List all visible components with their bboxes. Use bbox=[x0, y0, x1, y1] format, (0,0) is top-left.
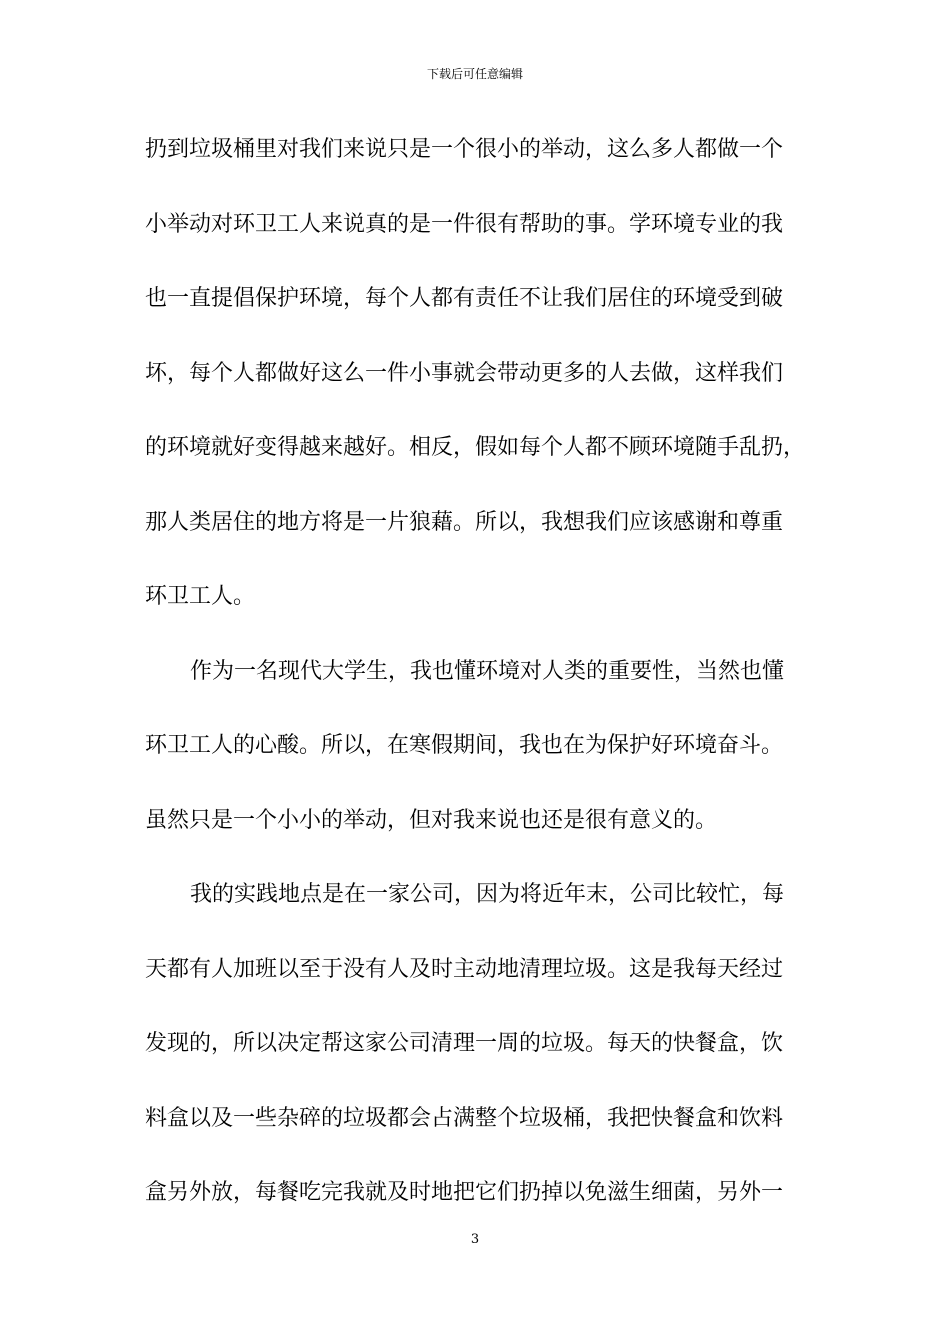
text-line: 发现的，所以决定帮这家公司清理一周的垃圾。每天的快餐盒，饮 bbox=[145, 1031, 784, 1056]
paragraph-start-line: 作为一名现代大学生，我也懂环境对人类的重要性，当然也懂 bbox=[190, 658, 785, 684]
text-line: 盒另外放，每餐吃完我就及时地把它们扔掉以免滋生细菌，另外一 bbox=[145, 1180, 784, 1205]
page-header: 下载后可任意编辑 bbox=[426, 67, 523, 81]
page-number: 3 bbox=[470, 1232, 480, 1247]
text-line: 的环境就好变得越来越好。相反，假如每个人都不顾环境随手乱扔， bbox=[145, 435, 806, 460]
text-line: 小举动对环卫工人来说真的是一件很有帮助的事。学环境专业的我 bbox=[145, 211, 784, 237]
text-line: 那人类居住的地方将是一片狼藉。所以，我想我们应该感谢和尊重 bbox=[145, 509, 784, 535]
text-line: 环卫工人。 bbox=[145, 584, 256, 609]
text-line: 天都有人加班以至于没有人及时主动地清理垃圾。这是我每天经过 bbox=[145, 956, 784, 982]
text-line: 扔到垃圾桶里对我们来说只是一个很小的举动，这么多人都做一个 bbox=[145, 137, 784, 162]
text-line: 坏，每个人都做好这么一件小事就会带动更多的人去做，这样我们 bbox=[145, 360, 784, 386]
text-line: 虽然只是一个小小的举动，但对我来说也还是很有意义的。 bbox=[145, 807, 718, 833]
text-line: 也一直提倡保护环境，每个人都有责任不让我们居住的环境受到破 bbox=[145, 286, 784, 311]
text-line: 环卫工人的心酸。所以，在寒假期间，我也在为保护好环境奋斗。 bbox=[145, 733, 784, 758]
document-body bbox=[145, 134, 815, 1252]
paragraph-start-line: 我的实践地点是在一家公司，因为将近年末，公司比较忙，每 bbox=[190, 882, 785, 907]
text-line: 料盒以及一些杂碎的垃圾都会占满整个垃圾桶，我把快餐盒和饮料 bbox=[145, 1105, 784, 1131]
